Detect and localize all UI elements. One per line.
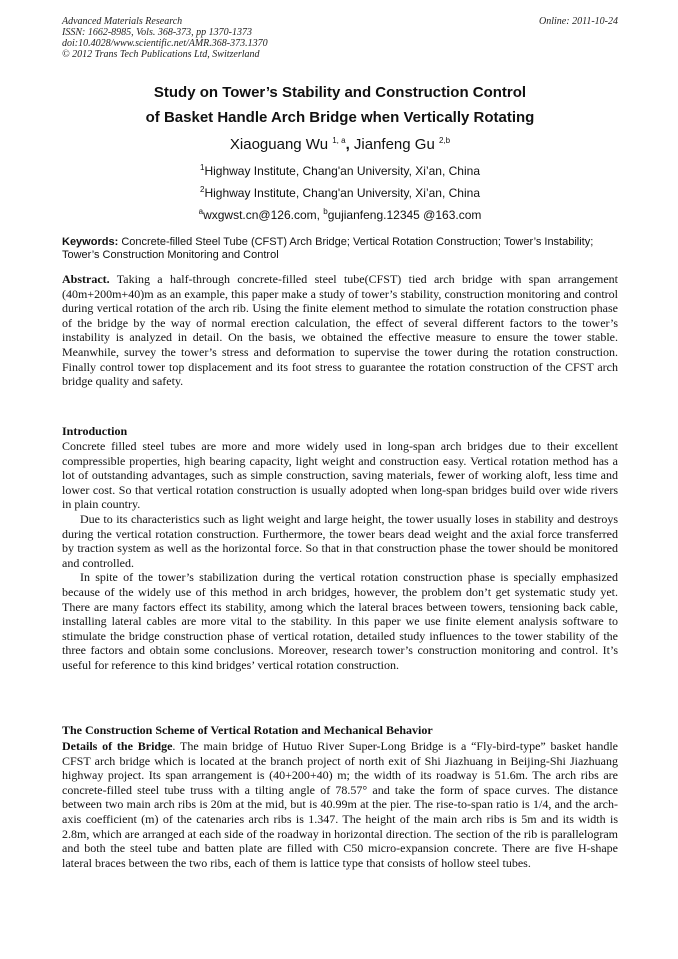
intro-paragraph-1: Concrete filled steel tubes are more and more widely used in long-span arch bridges due to their excellent compressible properties, high bearing capacity, light weight and construction easy. Vertical rotation method has a lot of outstanding advantages, such as simple construction, saving materials, fewer of working aloft, less time and lower cost. So that vertical rotation construction is usually adopted when long-span bridges build over wide rivers in plain country.: [62, 439, 618, 512]
introduction-body: [62, 439, 618, 673]
journal-doi[interactable]: doi:10.4028/www.scientific.net/AMR.368-373.1370: [62, 38, 268, 49]
author-emails: [62, 208, 618, 222]
journal-copyright: © 2012 Trans Tech Publications Ltd, Switzerland: [62, 49, 260, 60]
email-a[interactable]: wxgwst.cn@126.com,: [203, 208, 324, 222]
author-1-sup: 1, a: [332, 136, 346, 145]
affiliation-2-sup: 2: [200, 185, 205, 194]
abstract: [62, 272, 618, 389]
online-date: Online: 2011-10-24: [539, 16, 618, 27]
email-b[interactable]: gujianfeng.12345 @163.com: [327, 208, 482, 222]
author-list: [62, 136, 618, 153]
keywords-text: Concrete-filled Steel Tube (CFST) Arch Bridge; Vertical Rotation Construction; Tower’s Instability; Tower’s Construction Monitoring and Control: [62, 236, 594, 261]
title-line-1: Study on Tower’s Stability and Construction Control: [153, 84, 527, 101]
affiliation-1: [62, 164, 618, 178]
section-2-body: [62, 739, 618, 870]
bridge-details-text: . The main bridge of Hutuo River Super-Long Bridge is a “Fly-bird-type” basket handle CFST arch bridge which is located at the branch project of north exit of Shi Jiazhuang in Beijing-Shi Jiazhuang highway project. Its span arrangement is (40+200+40) m; the width of its roadway is 51.6m. The arch ribs are concrete-filled steel tube truss with a tilting angle of 78.57° and take the form of space curves. The distance between two main arch ribs is 20m at the mid, but is 40.99m at the pier. The rise-to-span ratio is 1/4, and the arch-axis coefficient (m) of the catenaries arch ribs is 1.347. The height of the main arch ribs is 5m and its width is 2.8m, which are arranged at each side of the roadway in horizontal direction. The section of the rib is parallelogram and both the steel tube and batten plate are filled with C50 micro-expansion concrete. There are five H-shape lateral braces between the two ribs, each of them is lattice type that consists of hollow steel tubes.: [62, 739, 618, 870]
intro-paragraph-3: In spite of the tower’s stabilization during the vertical rotation construction phase is specially emphasized because of the widely use of this method in arch bridges, however, the problem don’t get systematic study yet. There are many factors effect its stability, among which the lateral braces between towers, tensioning back cable, installing lateral cables are more vital to the stability. In this paper we use finite element analysis software to stimulate the bridge construction phase of vertical rotation, detailed study influences to the tower stability of the three factors and obtain some conclusions. Moreover, research tower’s construction monitoring and control. It’s useful for reference to this kind bridges’ vertical rotation construction.: [62, 570, 618, 672]
abstract-text: Taking a half-through concrete-filled steel tube(CFST) tied arch bridge with span arrangement (40m+200m+40)m as an example, this paper make a study of tower’s stability, construction monitoring and control during vertical rotation of the arch rib. Using the finite element method to simulate the rotation construction phase of the bridge by the way of normal erection calculation, the effect of several different factors to the tower’s instability is analyzed in detail. On the basis, we obtained the effective measure to ensure the tower stable. Meanwhile, survey the tower’s stress and deformation to supervise the tower during the rotation construction. Finally control tower top displacement and its foot stress to guarantee the rotation construction of the CFST arch bridge quality and safety.: [62, 272, 618, 389]
introduction-heading: Introduction: [62, 424, 128, 438]
author-1: Xiaoguang Wu: [229, 136, 329, 153]
keywords-label: Keywords:: [62, 236, 119, 248]
affiliation-1-sup: 1: [200, 163, 205, 172]
author-2: Jianfeng Gu: [353, 136, 435, 153]
paper-title: [62, 80, 618, 130]
author-2-sup: 2,b: [438, 136, 451, 145]
affiliation-2-text: Highway Institute, Chang'an University, Xi’an, China: [204, 186, 480, 200]
author-separator: ,: [345, 136, 350, 153]
journal-issn: ISSN: 1662-8985, Vols. 368-373, pp 1370-1373: [62, 27, 252, 38]
keywords: [62, 236, 618, 262]
email-b-sup: b: [323, 207, 328, 216]
title-line-2: of Basket Handle Arch Bridge when Vertically Rotating: [145, 109, 535, 126]
journal-name: Advanced Materials Research: [62, 16, 183, 27]
section-2-heading: The Construction Scheme of Vertical Rotation and Mechanical Behavior: [62, 723, 433, 737]
intro-paragraph-2: Due to its characteristics such as light weight and large height, the tower usually loses in stability and destroys during the vertical rotation construction. Furthermore, the tower bears dead weight and the axial force transferred by traction system as well as the horizontal force. So that in that construction phase the tower should be monitored and controlled.: [62, 511, 618, 570]
email-a-sup: a: [198, 207, 204, 216]
affiliation-1-text: Highway Institute, Chang'an University, Xi’an, China: [204, 164, 480, 178]
affiliation-2: [62, 186, 618, 200]
abstract-label: Abstract.: [62, 272, 110, 286]
bridge-details-label: Details of the Bridge: [62, 739, 173, 753]
journal-header: [62, 16, 618, 60]
